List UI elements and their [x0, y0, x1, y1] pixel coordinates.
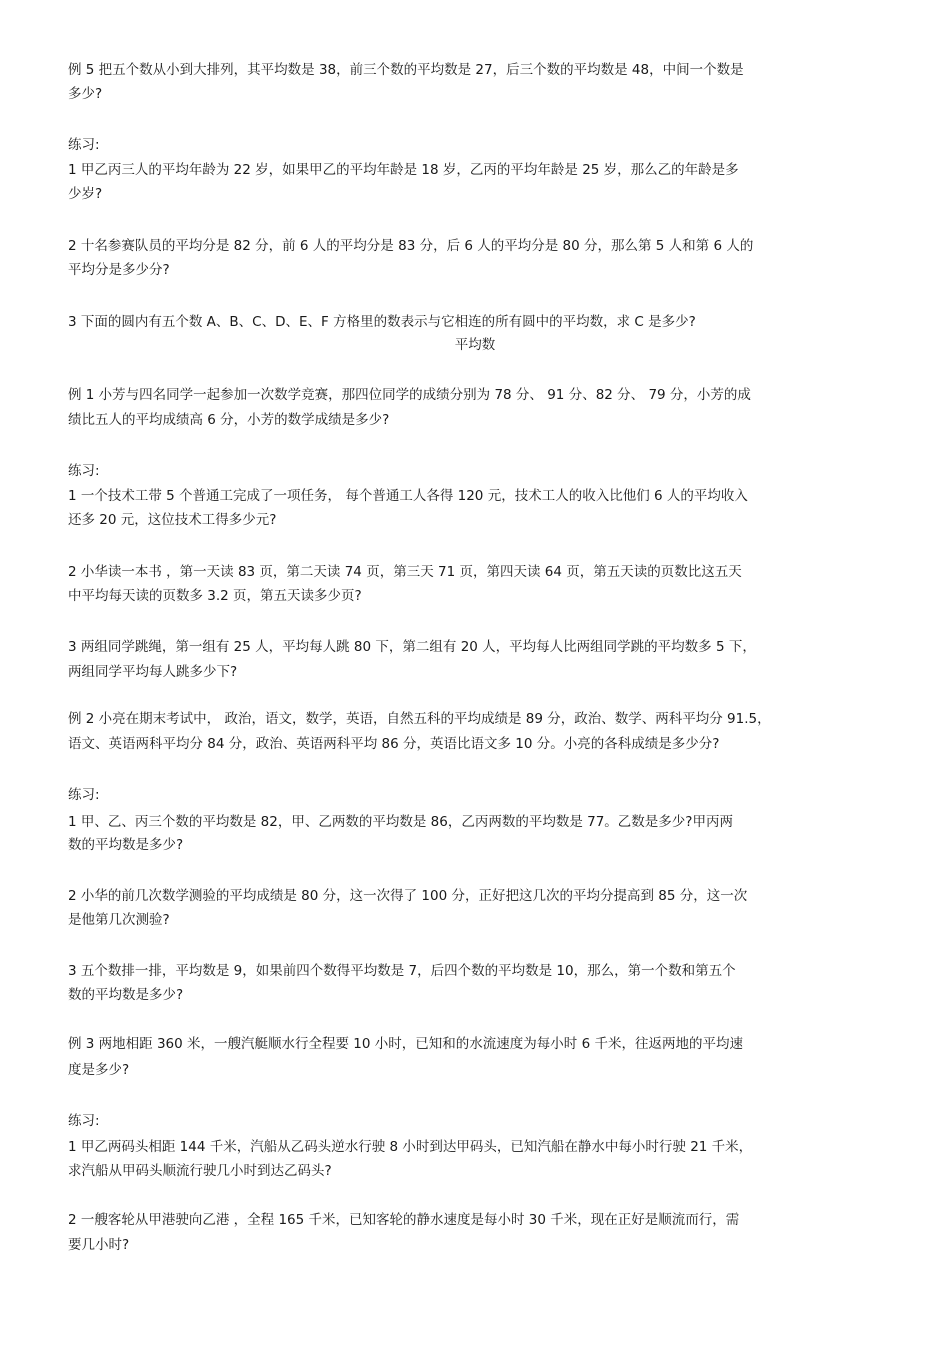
practice-heading: 练习: — [68, 787, 100, 803]
practice-heading: 练习: — [68, 1113, 100, 1129]
practice-1-line-2: 还多 20 元，这位技术工得多少元? — [68, 512, 277, 528]
practice-3-line-1: 3 下面的圆内有五个数 A、B、C、D、E、F 方格里的数表示与它相连的所有圆中的平均数，求 C 是多少? — [68, 314, 696, 330]
practice-2-line-2: 中平均每天读的页数多 3.2 页，第五天读多少页? — [68, 588, 362, 604]
practice-1-line-2: 少岁? — [68, 186, 103, 202]
practice-2-line-1: 2 小华的前几次数学测验的平均成绩是 80 分，这一次得了 100 分，正好把这几次的平均分提高到 85 分，这一次 — [68, 888, 748, 904]
practice-3-line-2: 两组同学平均每人跳多少下? — [68, 664, 238, 680]
example-5-line-1: 例 5 把五个数从小到大排列，其平均数是 38，前三个数的平均数是 27，后三个数的平均数是 48，中间一个数是 — [68, 62, 744, 78]
practice-1-line-2: 求汽船从甲码头顺流行驶几小时到达乙码头? — [68, 1163, 332, 1179]
example-1-line-2: 绩比五人的平均成绩高 6 分，小芳的数学成绩是多少? — [68, 412, 390, 428]
practice-1-line-1: 1 甲、乙、丙三个数的平均数是 82，甲、乙两数的平均数是 86，乙丙两数的平均数是 77。乙数是多少?甲丙两 — [68, 814, 733, 830]
example-5-line-2: 多少? — [68, 86, 103, 102]
example-1-line-1: 例 1 小芳与四名同学一起参加一次数学竞赛，那四位同学的成绩分别为 78 分、 91 分、82 分、 79 分，小芳的成 — [68, 387, 751, 403]
practice-1-line-1: 1 甲乙两码头相距 144 千米，汽船从乙码头逆水行驶 8 小时到达甲码头，已知汽船在静水中每小时行驶 21 千米， — [68, 1139, 753, 1155]
example-2-line-2: 语文、英语两科平均分 84 分，政治、英语两科平均 86 分，英语比语文多 10 分。小亮的各科成绩是多少分? — [68, 736, 720, 752]
practice-2-line-2: 是他第几次测验? — [68, 912, 170, 928]
practice-2-line-1: 2 小华读一本书 ，第一天读 83 页，第二天读 74 页，第三天 71 页，第四天读 64 页，第五天读的页数比这五天 — [68, 564, 742, 580]
practice-3-line-1: 3 两组同学跳绳，第一组有 25 人，平均每人跳 80 下，第二组有 20 人，平均每人比两组同学跳的平均数多 5 下， — [68, 639, 756, 655]
example-3-line-1: 例 3 两地相距 360 米，一艘汽艇顺水行全程要 10 小时，已知和的水流速度为每小时 6 千米，往返两地的平均速 — [68, 1036, 743, 1052]
practice-3-line-1: 3 五个数排一排，平均数是 9，如果前四个数得平均数是 7，后四个数的平均数是 10，那么，第一个数和第五个 — [68, 963, 736, 979]
practice-heading: 练习: — [68, 463, 100, 479]
practice-heading: 练习: — [68, 137, 100, 153]
practice-2-line-2: 要几小时? — [68, 1237, 130, 1253]
practice-2-line-1: 2 十名参赛队员的平均分是 82 分，前 6 人的平均分是 83 分，后 6 人的平均分是 80 分，那么第 5 人和第 6 人的 — [68, 238, 754, 254]
practice-2-line-1: 2 一艘客轮从甲港驶向乙港 ，全程 165 千米，已知客轮的静水速度是每小时 30 千米，现在正好是顺流而行，需 — [68, 1212, 740, 1228]
example-2-line-1: 例 2 小亮在期末考试中， 政治，语文，数学，英语，自然五科的平均成绩是 89 分，政治、数学、两科平均分 91.5， — [68, 711, 771, 727]
section-title-average: 平均数 — [454, 337, 496, 353]
example-3-line-2: 度是多少? — [68, 1062, 130, 1078]
practice-2-line-2: 平均分是多少分? — [68, 262, 170, 278]
practice-1-line-1: 1 一个技术工带 5 个普通工完成了一项任务， 每个普通工人各得 120 元，技术工人的收入比他们 6 人的平均收入 — [68, 488, 748, 504]
practice-1-line-2: 数的平均数是多少? — [68, 837, 184, 853]
practice-3-line-2: 数的平均数是多少? — [68, 987, 184, 1003]
practice-1-line-1: 1 甲乙丙三人的平均年龄为 22 岁，如果甲乙的平均年龄是 18 岁，乙丙的平均年龄是 25 岁，那么乙的年龄是多 — [68, 162, 739, 178]
